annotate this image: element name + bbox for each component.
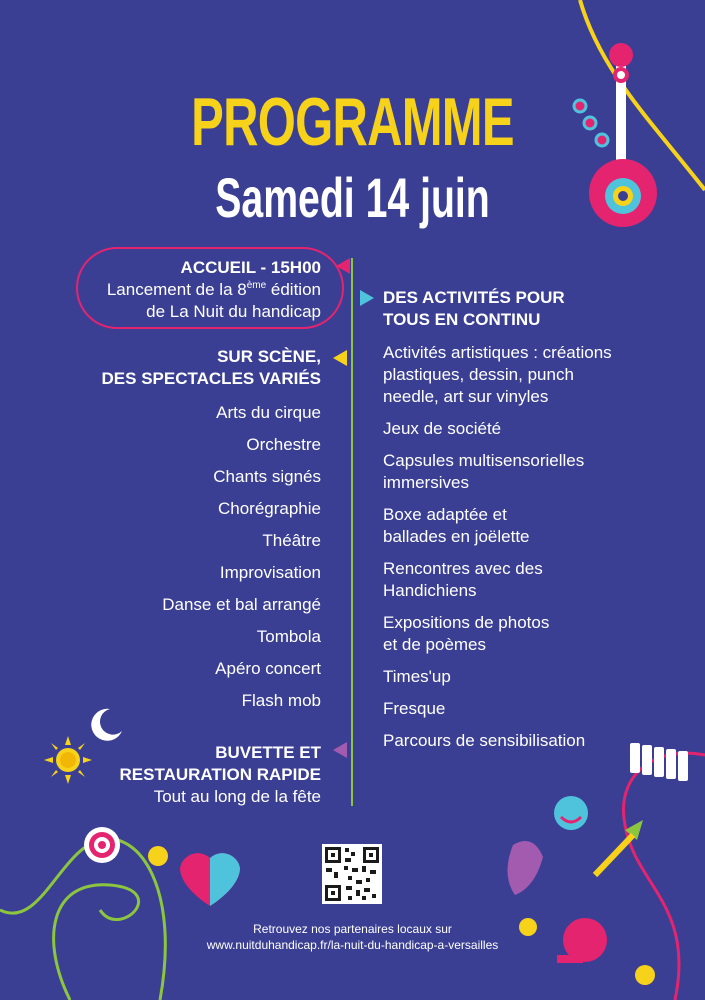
moon-icon: [88, 707, 124, 743]
scene-item: Orchestre: [246, 435, 321, 454]
scene-item: Chorégraphie: [217, 499, 321, 518]
scene-item: Théâtre: [262, 531, 321, 550]
buvette-heading-line2: RESTAURATION RAPIDE: [119, 765, 321, 784]
activities-heading-line2: TOUS EN CONTINU: [383, 310, 541, 329]
footer-partners-text: Retrouvez nos partenaires locaux sur: [253, 922, 452, 936]
scene-item: Improvisation: [219, 563, 321, 582]
scene-item: Tombola: [256, 627, 321, 646]
activity-item: [383, 666, 643, 688]
activities-heading-line1: DES ACTIVITÉS POUR: [383, 288, 565, 307]
qr-code-image[interactable]: [322, 844, 382, 904]
activity-item-line: Expositions de photos: [383, 613, 550, 632]
activity-item: [383, 418, 643, 440]
activity-item-line: Fresque: [383, 699, 446, 718]
activity-item-line: Capsules multisensorielles: [383, 451, 585, 470]
activity-item-line: Parcours de sensibilisation: [383, 731, 586, 750]
activity-item-line: Handichiens: [383, 581, 477, 600]
scene-heading-line1: SUR SCÈNE,: [217, 347, 321, 366]
page-title: PROGRAMME: [191, 84, 514, 160]
activity-item: [383, 612, 643, 656]
scene-item: Chants signés: [213, 467, 321, 486]
activity-item-line: Boxe adaptée et: [383, 505, 507, 524]
buvette-subtitle: Tout au long de la fête: [153, 787, 321, 806]
scene-item: Flash mob: [241, 691, 321, 710]
activity-item-line: Activités artistiques : créations: [383, 343, 612, 362]
activity-item-line: immersives: [383, 473, 469, 492]
left-decor-illustration: [0, 790, 250, 1000]
activity-item: [383, 558, 643, 602]
column-divider: [351, 258, 353, 806]
activity-item-line: plastiques, dessin, punch: [383, 365, 574, 384]
activities-section: [383, 287, 643, 331]
scene-item: Apéro concert: [215, 659, 321, 678]
activity-item-line: ballades en joëlette: [383, 527, 530, 546]
activity-item-line: needle, art sur vinyles: [383, 387, 549, 406]
event-date: Samedi 14 juin: [215, 166, 490, 229]
scene-heading-line2: DES SPECTACLES VARIÉS: [101, 369, 321, 388]
yellow-marker-icon: [333, 350, 347, 366]
activity-item: [383, 450, 643, 494]
sun-icon: [44, 736, 92, 784]
activity-item-line: Jeux de société: [383, 419, 502, 438]
activity-item: [383, 504, 643, 548]
pink-marker-icon: [336, 258, 350, 274]
accueil-line1: Lancement de la 8ème édition: [106, 280, 321, 299]
footer-url-link[interactable]: www.nuitduhandicap.fr/la-nuit-du-handicap-a-versailles: [206, 938, 499, 952]
accueil-line2: de La Nuit du handicap: [146, 302, 321, 321]
activity-item: [383, 342, 643, 408]
buvette-heading-line1: BUVETTE ET: [215, 743, 321, 762]
accueil-heading: ACCUEIL - 15H00: [180, 258, 321, 277]
activity-item-line: Times'up: [383, 667, 451, 686]
scene-section: [102, 346, 321, 390]
activity-item: [383, 698, 643, 720]
cyan-marker-icon: [360, 290, 374, 306]
accueil-block: [107, 257, 321, 323]
activity-item-line: Rencontres avec des: [383, 559, 543, 578]
scene-list: [162, 402, 321, 722]
scene-item: Danse et bal arrangé: [162, 595, 321, 614]
activities-list: [383, 342, 643, 762]
right-decor-illustration: [495, 735, 705, 1000]
activity-item-line: et de poèmes: [383, 635, 487, 654]
scene-item: Arts du cirque: [216, 403, 321, 422]
purple-marker-icon: [333, 742, 347, 758]
